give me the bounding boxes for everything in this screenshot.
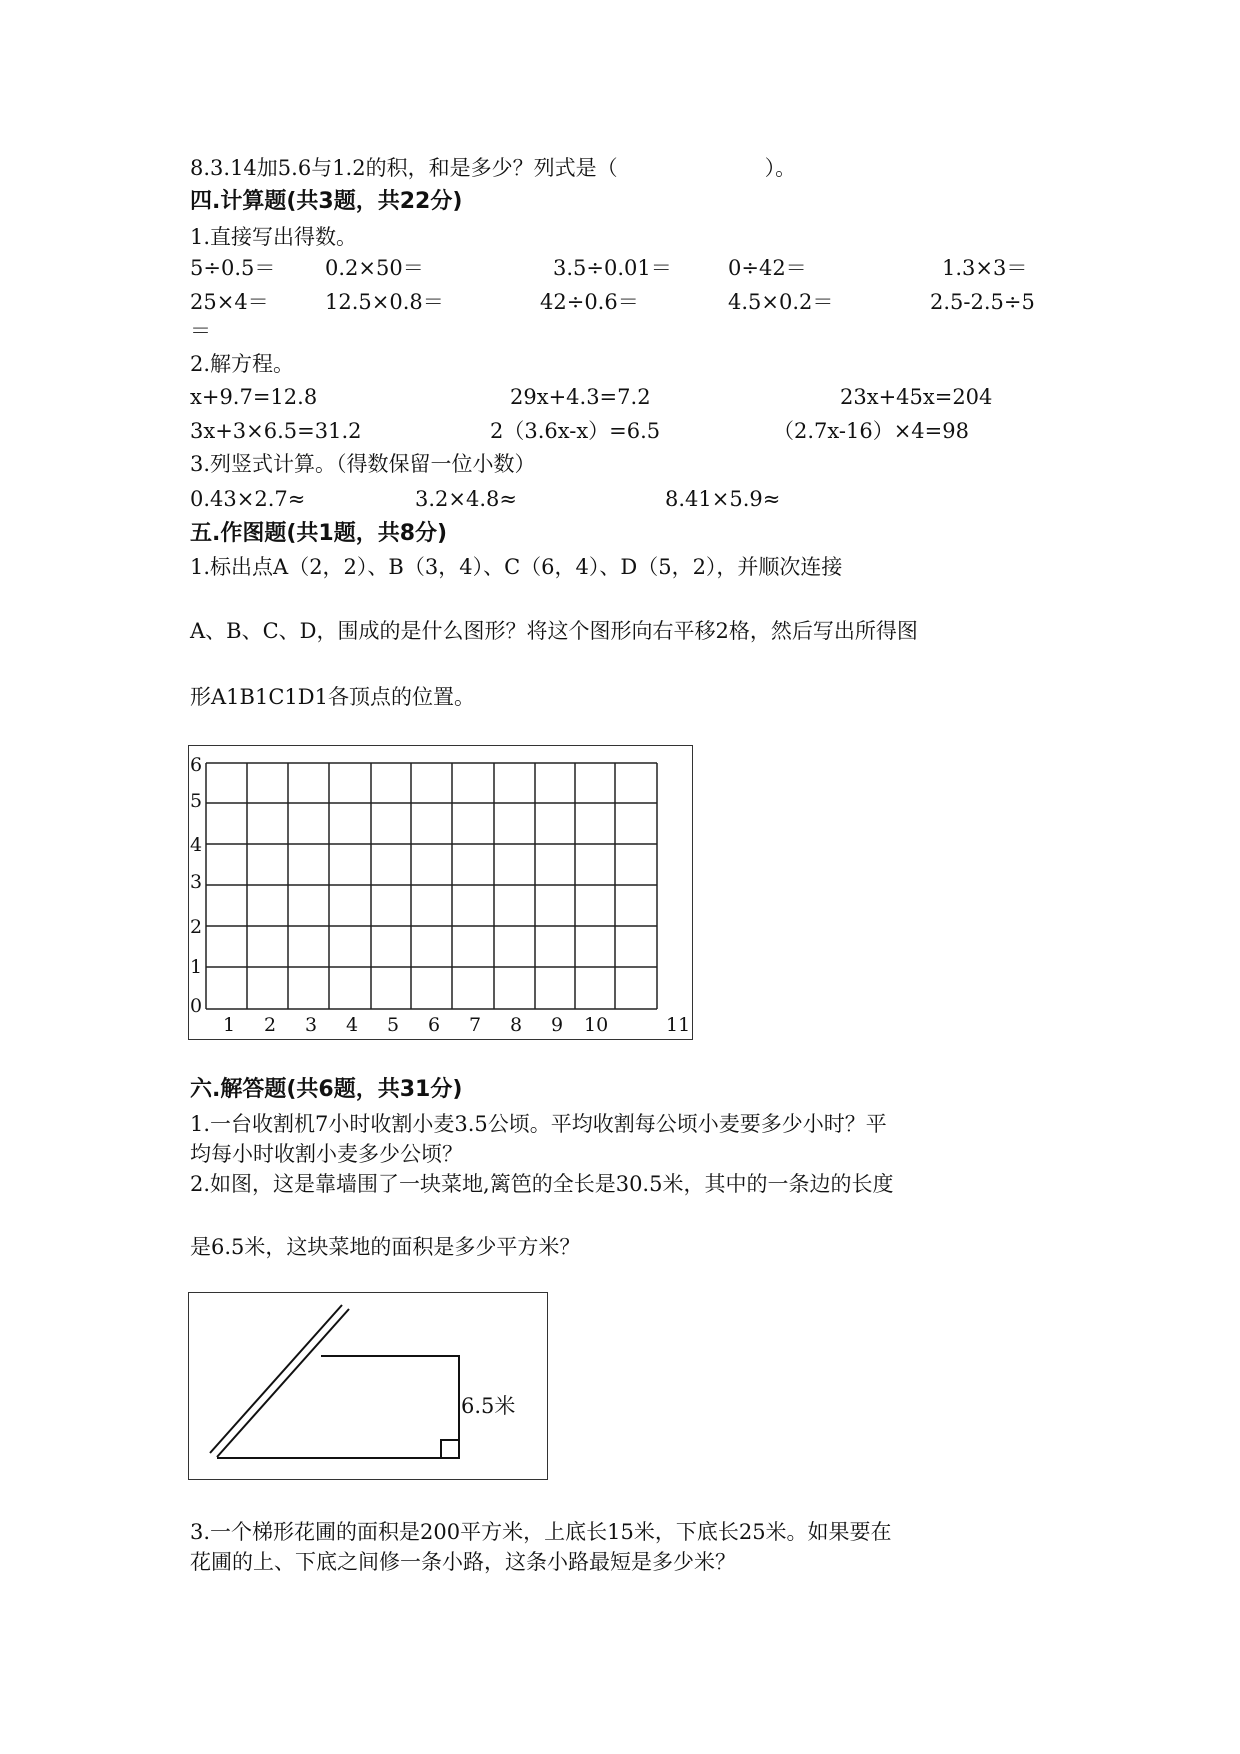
section-4-title: 四.计算题(共3题，共22分) [190, 189, 463, 214]
mental-math-row-2-continuation: ＝ [190, 319, 211, 343]
sec5-q1-line-2: A、B、C、D，围成的是什么图形？将这个图形向右平移2格，然后写出所得图 [190, 619, 918, 643]
y-axis-label: 2 [190, 916, 203, 938]
mental-math-item: 0.2×50＝ [325, 256, 424, 280]
sec6-q2-line-1: 2.如图，这是靠墙围了一块菜地,篱笆的全长是30.5米，其中的一条边的长度 [190, 1172, 894, 1196]
sec6-q3-line-2: 花圃的上、下底之间修一条小路，这条小路最短是多少米？ [190, 1550, 736, 1574]
side-length-label: 6.5米 [461, 1394, 516, 1418]
question-8-text: 8.3.14加5.6与1.2的积，和是多少？列式是（ ）。 [190, 156, 797, 180]
right-angle-mark [441, 1440, 459, 1458]
mental-math-item: 0÷42＝ [728, 256, 807, 280]
x-axis-label: 2 [264, 1014, 277, 1036]
x-axis-label: 9 [551, 1014, 564, 1036]
section-5-title: 五.作图题(共1题，共8分) [190, 521, 448, 546]
sec4-q3-prompt: 3.列竖式计算。（得数保留一位小数） [190, 452, 536, 476]
x-axis-label: 5 [387, 1014, 400, 1036]
mental-math-item: 42÷0.6＝ [540, 290, 639, 314]
equation-item: 23x+45x=204 [840, 385, 993, 409]
coordinate-grid [189, 746, 692, 1039]
coordinate-grid-figure [188, 745, 693, 1040]
sec4-q2-prompt: 2.解方程。 [190, 352, 295, 376]
mental-math-item: 5÷0.5＝ [190, 256, 276, 280]
wall-line [210, 1305, 342, 1453]
vertical-calc-item: 3.2×4.8≈ [415, 487, 517, 511]
vegetable-plot-figure [188, 1292, 548, 1480]
mental-math-item: 4.5×0.2＝ [728, 290, 834, 314]
y-axis-label: 0 [190, 995, 203, 1017]
sec4-q1-prompt: 1.直接写出得数。 [190, 225, 358, 249]
x-axis-label: 10 [584, 1014, 609, 1036]
y-axis-label: 1 [190, 956, 203, 978]
y-axis-label: 5 [190, 790, 203, 812]
vertical-calc-item: 8.41×5.9≈ [665, 487, 781, 511]
equation-item: x+9.7=12.8 [190, 385, 318, 409]
sec5-q1-line-1: 1.标出点A（2，2）、B（3，4）、C（6，4）、D（5，2），并顺次连接 [190, 555, 843, 579]
sec6-q1-line-1: 1.一台收割机7小时收割小麦3.5公顷。平均收割每公顷小麦要多少小时？平 [190, 1112, 887, 1136]
x-axis-label: 7 [469, 1014, 482, 1036]
x-axis-label: 11 [666, 1014, 691, 1036]
x-axis-label: 1 [223, 1014, 236, 1036]
equation-item: 3x+3×6.5=31.2 [190, 419, 362, 443]
y-axis-label: 4 [190, 834, 203, 856]
equation-item: 29x+4.3=7.2 [510, 385, 651, 409]
mental-math-item: 2.5-2.5÷5 [930, 290, 1035, 314]
x-axis-label: 6 [428, 1014, 441, 1036]
fence-outline [217, 1356, 459, 1458]
sec5-q1-line-3: 形A1B1C1D1各顶点的位置。 [190, 685, 475, 709]
vegetable-plot-diagram [189, 1293, 547, 1479]
mental-math-item: 12.5×0.8＝ [325, 290, 444, 314]
equation-item: （2.7x-16）×4=98 [773, 419, 969, 443]
mental-math-item: 25×4＝ [190, 290, 269, 314]
y-axis-label: 6 [190, 754, 203, 776]
vertical-calc-item: 0.43×2.7≈ [190, 487, 306, 511]
x-axis-label: 3 [305, 1014, 318, 1036]
sec6-q1-line-2: 均每小时收割小麦多少公顷？ [190, 1142, 463, 1166]
y-axis-label: 3 [190, 871, 203, 893]
sec6-q3-line-1: 3.一个梯形花圃的面积是200平方米，上底长15米，下底长25米。如果要在 [190, 1520, 892, 1544]
wall-line [217, 1309, 349, 1457]
equation-item: 2（3.6x-x）=6.5 [490, 419, 661, 443]
mental-math-item: 3.5÷0.01＝ [553, 256, 672, 280]
x-axis-label: 4 [346, 1014, 359, 1036]
section-6-title: 六.解答题(共6题，共31分) [190, 1077, 463, 1102]
x-axis-label: 8 [510, 1014, 523, 1036]
sec6-q2-line-2: 是6.5米，这块菜地的面积是多少平方米？ [190, 1235, 581, 1259]
mental-math-item: 1.3×3＝ [942, 256, 1028, 280]
grid-lines [206, 763, 657, 1009]
